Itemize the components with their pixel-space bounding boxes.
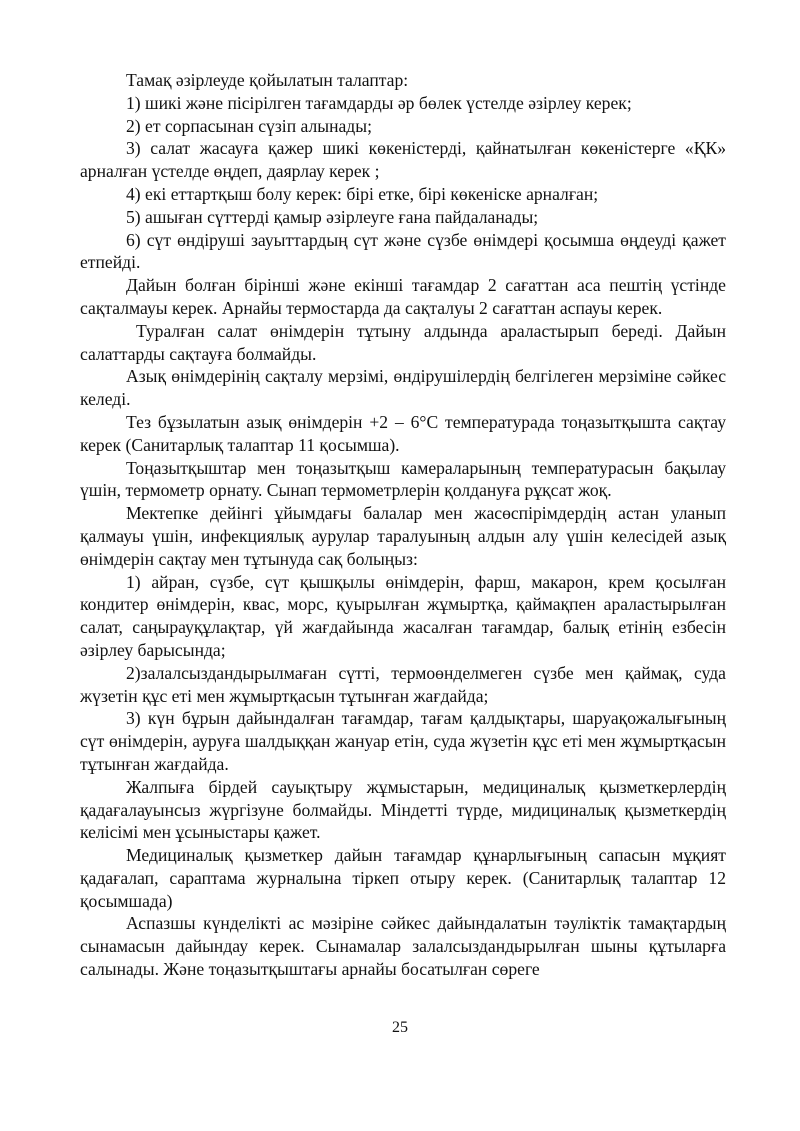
list-item: 3) салат жасауға қажер шикі көкеністерді, қайнатылған көкеністерге «ҚК» арналған үстелде өңдеп, даярлау керек ; xyxy=(80,138,726,182)
paragraph-heading: Тамақ әзірлеуде қойылатын талаптар: xyxy=(126,70,409,90)
paragraph: Азық өнімдерінің сақталу мерзімі, өндірушілердің белгілеген мерзіміне сәйкес келеді. xyxy=(80,366,726,410)
list-item: 2) ет сорпасынан сүзіп алынады; xyxy=(126,115,372,136)
paragraph: Дайын болған бірінші және екінші тағамдар 2 сағаттан аса пештің үстінде сақталмауы керек. Арнайы термостарда да сақталуы 2 сағаттан аспауы керек. xyxy=(80,275,726,318)
list-item: 5) ашыған сүттерді қамыр әзірлеуге ғана пайдаланады; xyxy=(126,206,539,227)
paragraph: Медициналық қызметкер дайын тағамдар құнарлығының сапасын мұқият қадағалап, сараптама журналына тіркеп отыру керек. (Санитарлық талаптар 12 қосымшада) xyxy=(80,845,726,911)
list-item: 3) күн бұрын дайындалған тағамдар, тағам қалдықтары, шаруақожалығының сүт өнімдерін, ауруға шалдыққан жануар етін, суда жүзетін құс еті мен жұмыртқасын тұтынған жағдайда. xyxy=(80,708,726,774)
document-body xyxy=(80,69,726,981)
page-number: 25 xyxy=(392,1019,408,1036)
paragraph: Туралған салат өнімдерін тұтыну алдында араластырып береді. Дайын салаттарды сақтауға болмайды. xyxy=(80,320,726,364)
paragraph: Аспазшы күнделікті ас мәзіріне сәйкес дайындалатын тәуліктік тамақтардың сынамасын дайындау керек. Сынамалар залалсыздандырылған шыны құтыларға салынады. Және тоңазытқыштағы арнайы босатылған сөреге xyxy=(80,913,726,980)
list-item: 2)залалсыздандырылмаған сүтті, термоөнделмеген сүзбе мен қаймақ, суда жүзетін құс еті мен жұмыртқасын тұтынған жағдайда; xyxy=(80,662,726,706)
paragraph: Тоңазытқыштар мен тоңазытқыш камераларының температурасын бақылау үшін, термометр орнату. Сынап термометрлерін қолдануға рұқсат жоқ. xyxy=(80,457,726,501)
list-item: 1) шикі және пісірілген тағамдарды әр бөлек үстелде әзірлеу керек; xyxy=(126,92,632,113)
list-item: 4) екі еттартқыш болу керек: бірі етке, бірі көкеніске арналған; xyxy=(126,183,599,204)
paragraph: Мектепке дейінгі ұйымдағы балалар мен жасөспірімдердің астан уланып қалмауы үшін, инфекциялық аурулар таралуының алдын алу үшін келесідей азық өнімдерін сақтау мен тұтынуда сақ болыңыз: xyxy=(80,503,726,569)
list-item: 1) айран, сүзбе, сүт қышқылы өнімдерін, фарш, макарон, крем қосылған кондитер өнімдерін, квас, морс, қуырылған жұмыртқа, қаймақпен араластырылған салат, саңырауқұлақтар, үй жағдайында жасалған тағамдар, балық етінің езбесін әзірлеу барысында; xyxy=(80,571,726,660)
paragraph: Жалпыға бірдей сауықтыру жұмыстарын, медициналық қызметкерлердің қадағалауынсыз жүргізуне болмайды. Міндетті түрде, мидициналық қызметкердің келісімі мен ұсыныстары қажет. xyxy=(80,776,726,843)
paragraph: Тез бұзылатын азық өнімдерін +2 – 6°С температурада тоңазытқышта сақтау керек (Санитарлық талаптар 11 қосымша). xyxy=(80,411,726,455)
list-item: 6) сүт өндіруші зауыттардың сүт және сүзбе өнімдері қосымша өңдеуді қажет етпейді. xyxy=(80,229,726,273)
